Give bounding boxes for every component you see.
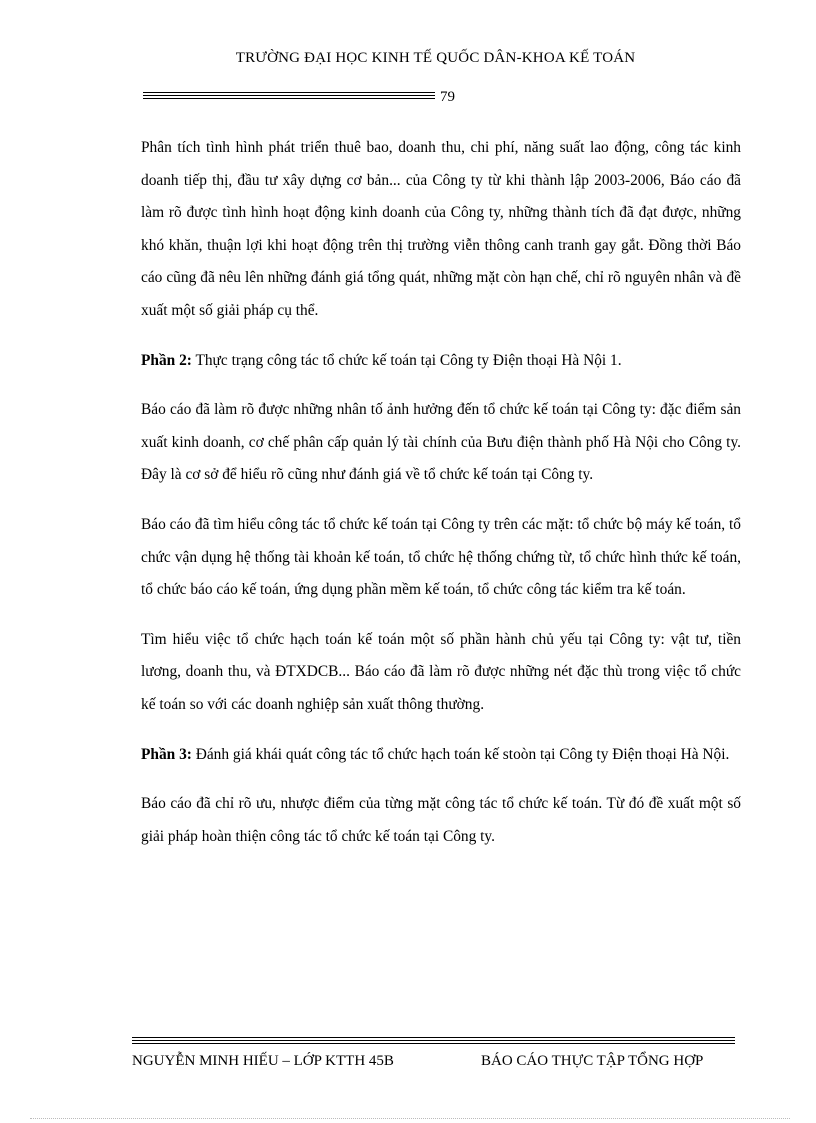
header-rule	[143, 92, 435, 101]
footer-rule	[132, 1037, 735, 1046]
paragraph-7: Báo cáo đã chỉ rõ ưu, nhược điểm của từng mặt công tác tổ chức kế toán. Từ đó đề xuất một số giải pháp hoàn thiện công tác tổ chức kế toán tại Công ty.	[141, 795, 741, 845]
part-2-text: Thực trạng công tác tổ chức kế toán tại Công ty Điện thoại Hà Nội 1.	[191, 351, 622, 369]
footer-author: NGUYỄN MINH HIẾU – LỚP KTTH 45B	[132, 1053, 394, 1069]
part-3-text: Đánh giá khái quát công tác tổ chức hạch toán kế stoòn tại Công ty Điện thoại Hà Nội.	[191, 745, 730, 763]
footer-report-title: BÁO CÁO THỰC TẬP TỔNG HỢP	[481, 1053, 704, 1069]
paragraph-3: Báo cáo đã làm rõ được những nhân tố ảnh hưởng đến tổ chức kế toán tại Công ty: đặc điểm sản xuất kinh doanh, cơ chế phân cấp quản lý tài chính của Bưu điện thành phố Hà Nội cho Công ty. Đây là cơ sở để hiểu rõ cũng như đánh giá về tổ chức kế toán tại Công ty.	[141, 401, 741, 484]
page-header-title: TRƯỜNG ĐẠI HỌC KINH TẾ QUỐC DÂN-KHOA KẾ TOÁN	[235, 50, 636, 66]
paragraph-1: Phân tích tình hình phát triển thuê bao, doanh thu, chi phí, năng suất lao động, công tác kinh doanh tiếp thị, đầu tư xây dựng cơ bản... của Công ty từ khi thành lập 2003-2006, Báo cáo đã làm rõ được tình hình hoạt động kinh doanh của Công ty, những thành tích đã đạt được, những khó khăn, thuận lợi khi hoạt động trên thị trường viễn thông canh tranh gay gắt. Đồng thời Báo cáo cũng đã nêu lên những đánh giá tổng quát, những mặt còn hạn chế, chỉ rõ nguyên nhân và đề xuất một số giải pháp cụ thể.	[141, 139, 741, 319]
page-number: 79	[440, 89, 455, 105]
paragraph-part-2	[141, 345, 741, 378]
paragraph-part-3	[141, 739, 741, 772]
paragraph-4: Báo cáo đã tìm hiểu công tác tổ chức kế toán tại Công ty trên các mặt: tổ chức bộ máy kế toán, tổ chức vận dụng hệ thống tài khoản kế toán, tổ chức hệ thống chứng từ, tổ chức hình thức kế toán, tổ chức báo cáo kế toán, ứng dụng phần mềm kế toán, tổ chức công tác kiểm tra kế toán.	[141, 515, 741, 599]
paragraph-5: Tìm hiểu việc tổ chức hạch toán kế toán một số phần hành chủ yếu tại Công ty: vật tư, tiền lương, doanh thu, và ĐTXDCB... Báo cáo đã làm rõ được những nét đặc thù trong việc tổ chức kế toán so với các doanh nghiệp sản xuất thông thường.	[141, 630, 741, 713]
document-body	[141, 132, 741, 853]
part-3-label: Phần 3:	[141, 745, 192, 763]
part-2-label: Phần 2:	[141, 351, 192, 369]
page-bottom-border	[30, 1118, 790, 1120]
